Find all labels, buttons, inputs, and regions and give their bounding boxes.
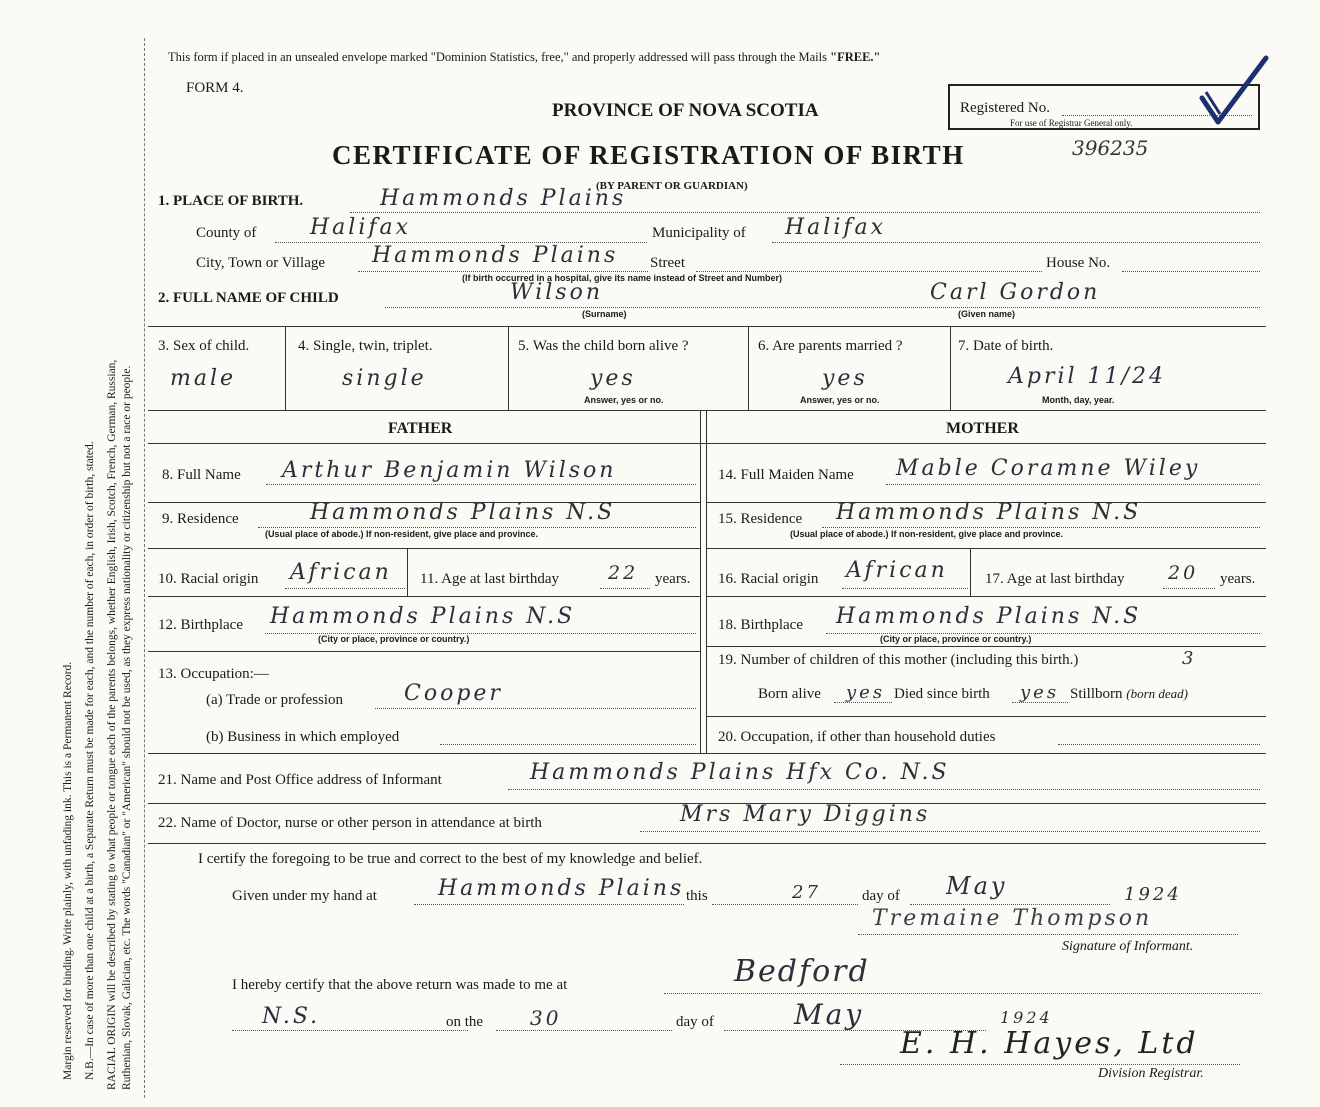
informant-value: Hammonds Plains Hfx Co. N.S	[530, 760, 950, 785]
registered-year: 1924	[1000, 1008, 1053, 1027]
mother-name: Mable Coramne Wiley	[896, 456, 1201, 481]
binding-margin	[0, 0, 140, 1107]
parents-married-note: Answer, yes or no.	[800, 395, 880, 405]
city-value: Hammonds Plains	[372, 243, 619, 268]
municipality-label: Municipality of	[652, 225, 746, 241]
born-alive-count-label: Born alive	[758, 686, 821, 702]
father-age-label: 11. Age at last birthday	[420, 571, 559, 587]
stillborn-label: Stillborn (born dead)	[1070, 686, 1189, 702]
born-alive-note: Answer, yes or no.	[584, 395, 664, 405]
occupation-label: 13. Occupation:—	[158, 666, 269, 682]
born-alive-value: yes	[590, 366, 636, 391]
dob-note: Month, day, year.	[1042, 395, 1115, 405]
doctor-label: 22. Name of Doctor, nurse or other person in attendance at birth	[158, 815, 542, 831]
mother-birthplace-note: (City or place, province or country.)	[880, 634, 1032, 644]
signature-label: Signature of Informant.	[1062, 939, 1194, 954]
father-heading: FATHER	[388, 420, 453, 437]
single-twin-label: 4. Single, twin, triplet.	[298, 338, 433, 354]
place-of-birth-value: Hammonds Plains	[380, 186, 627, 211]
mother-racial: African	[846, 558, 948, 583]
city-label: City, Town or Village	[196, 255, 326, 271]
father-age: 22	[608, 562, 639, 584]
registrar-label: Division Registrar.	[1098, 1066, 1204, 1081]
given-month: May	[946, 872, 1008, 900]
trade-label: (a) Trade or profession	[206, 692, 344, 708]
registered-at-place: Bedford	[734, 954, 870, 989]
subtitle: (BY PARENT OR GUARDIAN)	[596, 180, 748, 192]
father-residence-label: 9. Residence	[162, 511, 239, 527]
single-twin-value: single	[342, 366, 427, 391]
hereby-certify-label: I hereby certify that the above return was made to me at	[232, 977, 568, 993]
parents-married-value: yes	[822, 366, 868, 391]
informant-label: 21. Name and Post Office address of Informant	[158, 772, 442, 788]
check-mark-icon	[1198, 52, 1270, 128]
municipality-value: Halifax	[785, 215, 887, 240]
father-residence: Hammonds Plains N.S	[310, 500, 616, 525]
given-year: 1924	[1124, 884, 1182, 905]
county-value: Halifax	[310, 215, 412, 240]
dob-value: April 11/24	[1008, 364, 1166, 389]
mother-residence-label: 15. Residence	[718, 511, 803, 527]
hospital-note: (If birth occurred in a hospital, give its name instead of Street and Number)	[462, 273, 783, 283]
mother-heading: MOTHER	[946, 420, 1019, 437]
house-no-label: House No.	[1046, 255, 1111, 271]
child-name-label: 2. FULL NAME OF CHILD	[158, 290, 339, 306]
given-name-note: (Given name)	[958, 309, 1016, 319]
day-of-label: day of	[862, 888, 900, 904]
surname-note: (Surname)	[582, 309, 627, 319]
doctor-value: Mrs Mary Diggins	[680, 802, 931, 827]
street-label: Street	[650, 255, 685, 271]
mother-birthplace: Hammonds Plains N.S	[836, 604, 1142, 629]
born-alive-label: 5. Was the child born alive ?	[518, 338, 689, 354]
father-racial-label: 10. Racial origin	[158, 571, 259, 587]
mother-age: 20	[1168, 562, 1199, 584]
sex-label: 3. Sex of child.	[158, 338, 250, 354]
informant-signature: Tremaine Thompson	[872, 906, 1153, 931]
children-count: 3	[1182, 648, 1197, 669]
child-given-name: Carl Gordon	[930, 280, 1101, 305]
day-of-label-2: day of	[676, 1014, 714, 1030]
born-alive-count: yes	[846, 682, 886, 703]
mother-residence: Hammonds Plains N.S	[836, 500, 1142, 525]
mother-age-label: 17. Age at last birthday	[985, 571, 1125, 587]
county-label: County of	[196, 225, 257, 241]
given-place: Hammonds Plains	[438, 876, 685, 901]
father-residence-note: (Usual place of abode.) If non-resident, give place and province.	[265, 529, 539, 539]
father-name: Arthur Benjamin Wilson	[282, 458, 617, 483]
child-surname: Wilson	[510, 280, 604, 305]
mother-occupation-label: 20. Occupation, if other than household duties	[718, 729, 996, 745]
registered-no-label: Registered No.	[960, 100, 1050, 116]
this-label: this	[686, 888, 708, 904]
place-of-birth-label: 1. PLACE OF BIRTH.	[158, 193, 304, 209]
province-heading: PROVINCE OF NOVA SCOTIA	[552, 100, 819, 121]
margin-note-4: Ruthenian, Slovak, Galician, etc. The words "Canadian" or "American" should not be used, as they express nationality or citizenship but not a race or people.	[121, 365, 133, 1090]
mail-notice: This form if placed in an unsealed envelope marked "Dominion Statistics, free," and properly addressed will pass through the Mails "FREE."	[168, 50, 881, 64]
father-birthplace: Hammonds Plains N.S	[270, 604, 576, 629]
trade-value: Cooper	[404, 681, 503, 706]
sex-value: male	[170, 366, 237, 391]
father-racial: African	[290, 560, 392, 585]
given-under-label: Given under my hand at	[232, 888, 377, 904]
died-since-count: yes	[1020, 682, 1060, 703]
died-since-label: Died since birth	[894, 686, 990, 702]
margin-note-3: RACIAL ORIGIN will be described by stating to what people or tongue each of the parents belongs, whether English, Irish, Scotch, French, German, Russian,	[106, 359, 118, 1090]
margin-note-2: N.B.—In case of more than one child at a birth, a Separate Return must be made for each, and the number of each, in order of birth, stated.	[84, 441, 96, 1080]
certificate-number: 396235	[1072, 136, 1149, 160]
father-birthplace-note: (City or place, province or country.)	[318, 634, 470, 644]
mother-years: years.	[1220, 571, 1256, 587]
father-name-label: 8. Full Name	[162, 467, 241, 483]
form-number: FORM 4.	[186, 80, 244, 96]
registrar-use-note: For use of Registrar General only.	[1010, 118, 1133, 128]
given-day: 27	[792, 882, 821, 903]
on-the-label: on the	[446, 1014, 484, 1030]
mother-racial-label: 16. Racial origin	[718, 571, 819, 587]
registrar-signature: E. H. Hayes, Ltd	[900, 1026, 1199, 1061]
business-label: (b) Business in which employed	[206, 729, 400, 745]
binding-rule	[144, 38, 145, 1098]
father-years: years.	[655, 571, 691, 587]
certificate-title: CERTIFICATE OF REGISTRATION OF BIRTH	[332, 140, 965, 170]
children-count-label: 19. Number of children of this mother (including this birth.)	[718, 652, 1079, 668]
father-birthplace-label: 12. Birthplace	[158, 617, 243, 633]
registered-province: N.S.	[262, 1004, 321, 1029]
mother-residence-note: (Usual place of abode.) If non-resident, give place and province.	[790, 529, 1064, 539]
certify-statement: I certify the foregoing to be true and correct to the best of my knowledge and belief.	[198, 851, 703, 867]
parents-married-label: 6. Are parents married ?	[758, 338, 903, 354]
mother-name-label: 14. Full Maiden Name	[718, 467, 854, 483]
dob-label: 7. Date of birth.	[958, 338, 1054, 354]
registered-month: May	[794, 998, 865, 1031]
mother-birthplace-label: 18. Birthplace	[718, 617, 803, 633]
margin-note-1: Margin reserved for binding. Write plainly, with unfading ink. This is a Permanent Record.	[62, 661, 74, 1080]
registered-day: 30	[530, 1006, 562, 1030]
